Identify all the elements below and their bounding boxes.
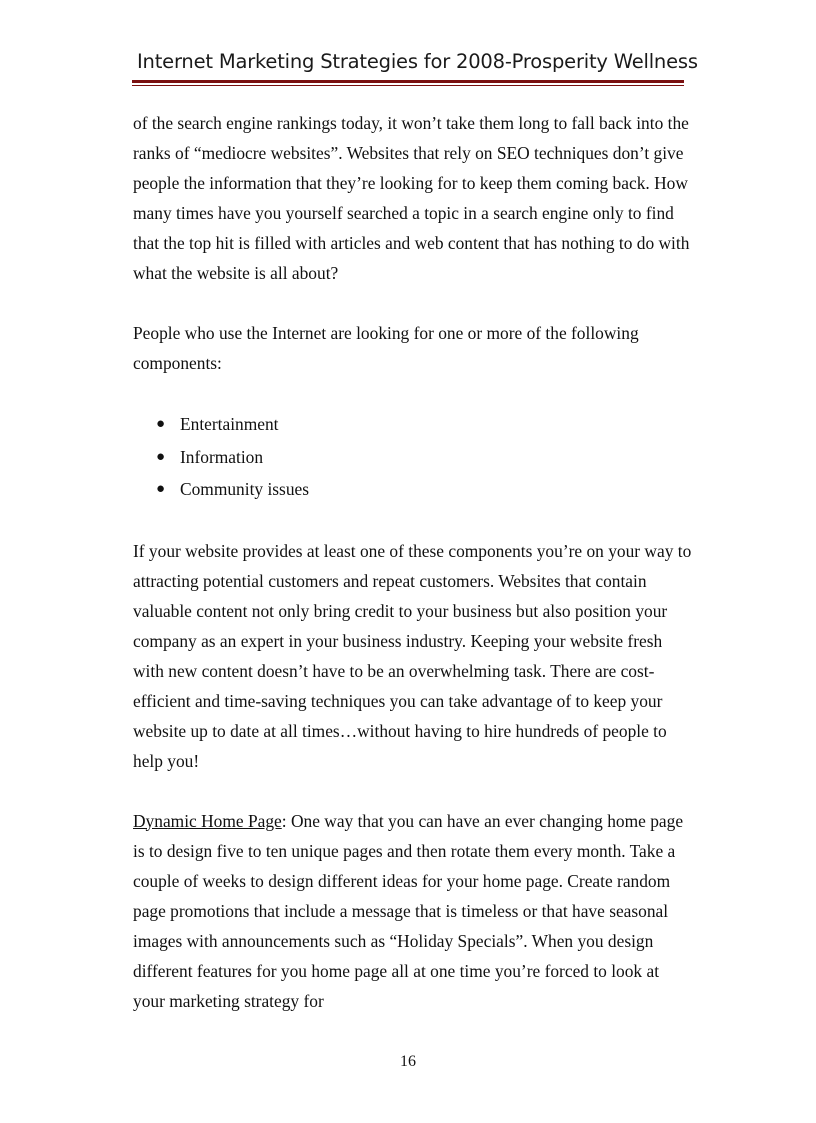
list-item [156,473,693,506]
heading-colon: : [281,810,287,831]
page-header-title: Internet Marketing Strategies for 2008-Prosperity Wellness [137,50,698,73]
list-item-label: Community issues [180,479,309,499]
body-content [133,108,693,1016]
paragraph-4 [133,806,693,1016]
component-list [133,408,693,506]
paragraph-4-text: One way that you can have an ever changing home page is to design five to ten unique pages and then rotate them every month. Take a couple of weeks to design different ideas for your home page. Create random page promotions that include a message that is timeless or that have seasonal images with announcements such as “Holiday Specials”. When you design different features for you home page all at one time you’re forced to look at your marketing strategy for [133,810,684,1011]
paragraph-3: If your website provides at least one of these components you’re on your way to attracting potential customers and repeat customers. Websites that contain valuable content not only bring credit to your business but also position your company as an expert in your business industry. Keeping your website fresh with new content doesn’t have to be an overwhelming task. There are cost-efficient and time-saving techniques you can take advantage of to keep your website up to date at all times…without having to hire hundreds of people to help you! [133,540,692,771]
bullet-icon: ● [156,416,166,432]
list-item [156,441,693,474]
paragraph-spacer [133,378,693,408]
paragraph-1: of the search engine rankings today, it won’t take them long to fall back into the ranks of “mediocre websites”. Websites that rely on SEO techniques don’t give people the information that they’re looking for to keep them coming back. How many times have you yourself searched a topic in a search engine only to find that the top hit is filled with articles and web content that has nothing to do with what the website is all about? [133,113,690,283]
header-rule-thin-line [132,85,684,86]
bullet-icon: ● [156,481,166,497]
section-heading-dynamic-home-page: Dynamic Home Page [133,810,282,831]
bullet-icon: ● [156,448,166,465]
list-item-label: Entertainment [180,414,279,434]
header-rule-thick-line [132,80,684,83]
paragraph-spacer [133,288,693,318]
paragraph-2: People who use the Internet are looking for one or more of the following components: [133,323,639,373]
paragraph-spacer [133,506,693,536]
list-item-label: Information [180,446,264,467]
paragraph-spacer [133,776,693,806]
page-number: 16 [400,1053,416,1070]
list-item [156,408,693,441]
header-double-rule [132,80,684,86]
